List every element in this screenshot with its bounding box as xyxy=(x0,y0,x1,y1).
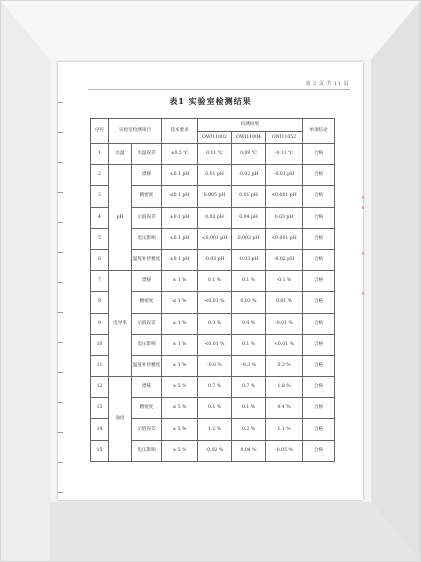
table-title: 表1 实验室检测结果 xyxy=(169,96,252,106)
row-result-2: -0.02 pH xyxy=(232,165,266,186)
ruler-tick xyxy=(58,222,63,223)
row-result-1: 0.02 pH xyxy=(198,207,232,228)
ruler-tick xyxy=(58,282,63,283)
row-result-1: <0.01 % xyxy=(198,334,232,355)
ruler-tick xyxy=(58,312,63,313)
row-index: 15 xyxy=(91,440,109,461)
row-conclusion: 合格 xyxy=(303,186,335,207)
row-result-1: 0.005 pH xyxy=(198,186,232,207)
row-requirement: ≤ 5 % xyxy=(162,398,198,419)
row-result-1: -0.6 % xyxy=(198,355,232,376)
row-index: 12 xyxy=(91,377,109,398)
header-device: OWI11002 xyxy=(198,132,232,144)
row-index: 11 xyxy=(91,355,109,376)
header-row xyxy=(91,119,335,132)
row-requirement: ± 5 % xyxy=(162,377,198,398)
ruler-tick xyxy=(58,192,63,193)
row-index: 6 xyxy=(91,249,109,270)
row-result-1: 0.01 pH xyxy=(198,165,232,186)
row-requirement: ±0.1 pH xyxy=(162,165,198,186)
row-result-3: <0.001 pH xyxy=(266,186,303,207)
row-item: 示值误差 xyxy=(132,207,162,228)
row-result-1: <0.001 pH xyxy=(198,228,232,249)
edge-mark xyxy=(362,206,364,209)
ruler-tick xyxy=(58,162,63,163)
row-conclusion: 合格 xyxy=(303,292,335,313)
row-conclusion: 合格 xyxy=(303,398,335,419)
row-result-3: -0.02 pH xyxy=(266,249,303,270)
row-result-3: 0.4 % xyxy=(266,398,303,419)
row-result-3: <0.01 % xyxy=(266,334,303,355)
ruler-tick xyxy=(58,342,63,343)
row-result-2: 0.1 % xyxy=(232,398,266,419)
row-item: 精密度 xyxy=(132,398,162,419)
row-item: 温度补偿精度 xyxy=(132,249,162,270)
group-label: 水温 xyxy=(109,144,132,165)
row-result-3: 0.03 pH xyxy=(266,207,303,228)
header-results: 检测结果 xyxy=(198,119,303,132)
row-requirement: ±0.5 ℃ xyxy=(162,144,198,165)
row-item: 漂移 xyxy=(132,271,162,292)
ruler-tick xyxy=(58,252,63,253)
row-requirement: ≤ 1 % xyxy=(162,292,198,313)
row-result-2: 0.4 % xyxy=(232,313,266,334)
row-index: 14 xyxy=(91,419,109,440)
row-item: 漂移 xyxy=(132,377,162,398)
row-requirement: ± 1 % xyxy=(162,271,198,292)
row-result-3: 1.1 % xyxy=(266,419,303,440)
row-requirement: ± 5 % xyxy=(162,440,198,461)
row-item: 温度补偿精度 xyxy=(132,355,162,376)
row-item: 示值误差 xyxy=(132,419,162,440)
row-result-3: -0.11 ℃ xyxy=(266,144,303,165)
table-row xyxy=(91,377,335,398)
row-result-3: <0.001 pH xyxy=(266,228,303,249)
row-result-1: 0.11 ℃ xyxy=(198,144,232,165)
row-result-1: 1.2 % xyxy=(198,419,232,440)
header-device: ONI11052 xyxy=(266,132,303,144)
header-requirement: 技术要求 xyxy=(162,119,198,144)
row-result-1: <0.01 % xyxy=(198,292,232,313)
row-item: 精密度 xyxy=(132,186,162,207)
row-index: 13 xyxy=(91,398,109,419)
row-result-2: 0.04 pH xyxy=(232,207,266,228)
row-requirement: ±0.1 pH xyxy=(162,207,198,228)
row-item: 电压影响 xyxy=(132,228,162,249)
header-rule xyxy=(88,89,350,90)
row-result-2: 0.2 % xyxy=(232,419,266,440)
row-requirement: ± 1 % xyxy=(162,355,198,376)
row-result-3: -0.01 pH xyxy=(266,165,303,186)
ruler-tick xyxy=(58,372,63,373)
row-requirement: ±0.1 pH xyxy=(162,228,198,249)
row-item: 精密度 xyxy=(132,292,162,313)
row-conclusion: 合格 xyxy=(303,228,335,249)
header-conclusion: 单项结论 xyxy=(303,119,335,144)
page-number: 第 2 页 共 11 页 xyxy=(305,81,349,87)
row-result-1: 0.3 % xyxy=(198,313,232,334)
ruler-tick xyxy=(58,462,63,463)
edge-mark xyxy=(362,292,364,295)
group-label: pH xyxy=(109,165,132,271)
row-result-2: 0.1 % xyxy=(232,334,266,355)
row-result-2: -0.03 pH xyxy=(232,249,266,270)
row-result-2: 0.09 ℃ xyxy=(232,144,266,165)
row-item: 电压影响 xyxy=(132,440,162,461)
edge-mark xyxy=(362,196,364,199)
table-row xyxy=(91,144,335,165)
row-result-1: -0.02 % xyxy=(198,440,232,461)
margin-ruler xyxy=(58,62,64,500)
row-result-3: 0.01 % xyxy=(266,292,303,313)
table-row xyxy=(91,271,335,292)
row-index: 3 xyxy=(91,186,109,207)
row-result-2: 0.04 % xyxy=(232,440,266,461)
row-result-2: 0.1 % xyxy=(232,271,266,292)
header-device: OWI11004 xyxy=(232,132,266,144)
row-conclusion: 合格 xyxy=(303,377,335,398)
row-conclusion: 合格 xyxy=(303,440,335,461)
row-item: 水温误差 xyxy=(132,144,162,165)
row-conclusion: 合格 xyxy=(303,144,335,165)
row-result-1: 0.7 % xyxy=(198,377,232,398)
row-conclusion: 合格 xyxy=(303,355,335,376)
row-result-2: 0.03 % xyxy=(232,292,266,313)
ruler-tick xyxy=(58,492,63,493)
row-conclusion: 合格 xyxy=(303,207,335,228)
row-index: 9 xyxy=(91,313,109,334)
row-requirement: ± 1 % xyxy=(162,313,198,334)
row-index: 10 xyxy=(91,334,109,355)
row-index: 5 xyxy=(91,228,109,249)
ruler-tick xyxy=(58,432,63,433)
row-result-2: 0.7 % xyxy=(232,377,266,398)
results-table xyxy=(90,118,335,462)
row-conclusion: 合格 xyxy=(303,419,335,440)
row-index: 4 xyxy=(91,207,109,228)
ruler-tick xyxy=(58,132,63,133)
row-conclusion: 合格 xyxy=(303,334,335,355)
row-result-3: -0.05 % xyxy=(266,440,303,461)
row-result-3: 0.3 % xyxy=(266,355,303,376)
row-index: 8 xyxy=(91,292,109,313)
row-result-2: 0.01 pH xyxy=(232,186,266,207)
row-result-3: -0.1 % xyxy=(266,271,303,292)
row-result-2: -0.3 % xyxy=(232,355,266,376)
row-conclusion: 合格 xyxy=(303,165,335,186)
header-index: 序号 xyxy=(91,119,109,144)
row-item: 示值误差 xyxy=(132,313,162,334)
row-result-2: 0.003 pH xyxy=(232,228,266,249)
header-item: 实验室检测项目 xyxy=(109,119,162,144)
row-requirement: ±0.1 pH xyxy=(162,249,198,270)
row-conclusion: 合格 xyxy=(303,271,335,292)
row-conclusion: 合格 xyxy=(303,313,335,334)
row-result-1: -0.03 pH xyxy=(198,249,232,270)
row-result-3: -0.01 % xyxy=(266,313,303,334)
edge-mark xyxy=(362,252,364,255)
document-page xyxy=(58,62,363,500)
row-index: 7 xyxy=(91,271,109,292)
row-result-3: 1.8 % xyxy=(266,377,303,398)
group-label: 浊度 xyxy=(109,377,132,462)
row-index: 1 xyxy=(91,144,109,165)
table-row xyxy=(91,165,335,186)
row-requirement: ± 1 % xyxy=(162,334,198,355)
row-result-1: 0.1 % xyxy=(198,271,232,292)
row-item: 漂移 xyxy=(132,165,162,186)
row-index: 2 xyxy=(91,165,109,186)
row-conclusion: 合格 xyxy=(303,249,335,270)
row-requirement: ≤0.1 pH xyxy=(162,186,198,207)
row-result-1: 0.1 % xyxy=(198,398,232,419)
row-requirement: ± 5 % xyxy=(162,419,198,440)
row-item: 电压影响 xyxy=(132,334,162,355)
ruler-tick xyxy=(58,402,63,403)
group-label: 电导率 xyxy=(109,271,132,377)
